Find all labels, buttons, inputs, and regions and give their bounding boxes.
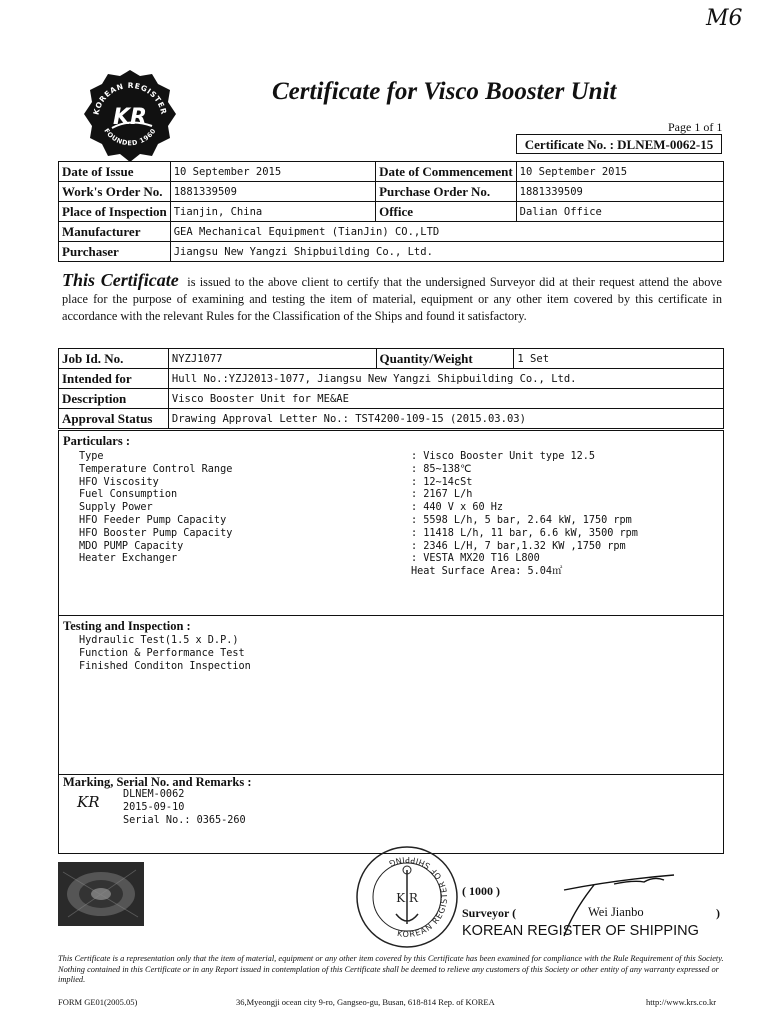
surveyor-name: Wei Jianbo (588, 905, 644, 919)
testing-item: Function & Performance Test (79, 647, 245, 659)
office: Dalian Office (516, 202, 723, 222)
particular-key: Fuel Consumption (79, 489, 178, 501)
testing-items (79, 635, 251, 673)
header-table (58, 161, 724, 262)
certificate-title: Certificate for Visco Booster Unit (272, 78, 617, 105)
website-link[interactable]: http://www.krs.co.kr (646, 997, 717, 1007)
certification-statement (62, 272, 722, 325)
hologram-sticker (58, 862, 144, 926)
particular-key: MDO PUMP Capacity (79, 540, 184, 552)
date-of-issue: 10 September 2015 (170, 162, 375, 182)
marking-line: DLNEM-0062 (123, 789, 185, 800)
description-label: Description (59, 389, 169, 409)
marking-section (58, 774, 724, 854)
particular-value: : 85~138℃ (411, 463, 472, 475)
testing-section (58, 615, 724, 775)
description: Visco Booster Unit for ME&AE (168, 389, 723, 409)
particular-value: : 440 V x 60 Hz (411, 502, 504, 514)
legal-footnote: This Certificate is a representation only that the item of material, equipment or any other item covered by this Certificate has been examined for compliance with the Rule Requirement of this Society. Nothing contained in this Certificate or in any Report issued in contemplation of this Certificate shall be deemed to relieve any customers of this Society or other entity of any warranty expressed or implied. (58, 954, 724, 984)
particular-key: Type (79, 451, 104, 462)
particular-value: : 2346 L/H, 7 bar,1.32 KW ,1750 rpm (411, 540, 626, 552)
particular-value: : 2167 L/h (411, 489, 473, 501)
particular-value: : 11418 L/h, 11 bar, 6.6 kW, 3500 rpm (411, 527, 638, 539)
place-label: Place of Inspection (59, 202, 171, 222)
quantity-label: Quantity/Weight (376, 349, 514, 369)
manufacturer: GEA Mechanical Equipment (TianJin) CO.,LTD (170, 222, 723, 242)
marking-line: 2015-09-10 (123, 801, 185, 813)
corner-note: M6 (706, 6, 743, 31)
particular-value: Heat Surface Area: 5.04㎡ (411, 566, 563, 578)
job-id: NYZJ1077 (168, 349, 376, 369)
testing-item: Hydraulic Test(1.5 x D.P.) (79, 635, 239, 646)
works-order: 1881339509 (170, 182, 375, 202)
surveyor-number: ( 1000 ) (462, 884, 500, 898)
particular-value: : 12~14cSt (411, 476, 473, 488)
purchase-order-label: Purchase Order No. (376, 182, 517, 202)
date-of-commencement-label: Date of Commencement (376, 162, 517, 182)
marking-lines (123, 789, 246, 827)
marking-line: Serial No.: 0365-260 (123, 814, 246, 826)
particular-key: Heater Exchanger (79, 553, 178, 565)
intended-for: Hull No.:YZJ2013-1077, Jiangsu New Yangzi Shipbuilding Co., Ltd. (168, 369, 723, 389)
particular-key: Supply Power (79, 502, 153, 514)
particular-key: HFO Booster Pump Capacity (79, 527, 233, 539)
works-order-label: Work's Order No. (59, 182, 171, 202)
job-id-label: Job Id. No. (59, 349, 169, 369)
intended-label: Intended for (59, 369, 169, 389)
particular-key: HFO Viscosity (79, 476, 159, 488)
address: 36,Myeongji ocean city 9-ro, Gangseo-gu, Busan, 618-814 Rep. of KOREA (236, 997, 495, 1007)
particulars-keys (79, 451, 232, 579)
certificate-number: Certificate No. : DLNEM-0062-15 (516, 134, 722, 154)
testing-title: Testing and Inspection : (63, 619, 191, 633)
office-label: Office (376, 202, 517, 222)
surveyor-label: Surveyor ( (462, 906, 517, 920)
form-code: FORM GE01(2005.05) (58, 997, 138, 1007)
place: Tianjin, China (170, 202, 375, 222)
approval-label: Approval Status (59, 409, 169, 429)
particulars-section (58, 430, 724, 616)
date-of-commencement: 10 September 2015 (516, 162, 723, 182)
page-number: Page 1 of 1 (668, 120, 723, 134)
purchase-order: 1881339509 (516, 182, 723, 202)
logo-ring-bottom: FOUNDED 1960 (102, 126, 158, 148)
quantity: 1 Set (514, 349, 724, 369)
particular-key: Temperature Control Range (79, 463, 233, 475)
krs-seal (354, 844, 460, 950)
particular-value: : 5598 L/h, 5 bar, 2.64 kW, 1750 rpm (411, 514, 632, 526)
particulars-values (411, 451, 638, 579)
particular-key (79, 566, 232, 579)
logo-mark: KR (113, 105, 147, 130)
particular-value: : VESTA MX20 T16 L800 (411, 553, 540, 565)
date-of-issue-label: Date of Issue (59, 162, 171, 182)
seal-text: KOREAN REGISTER OF SHIPPING (386, 854, 450, 940)
manufacturer-label: Manufacturer (59, 222, 171, 242)
statement-text: is issued to the above client to certify that the undersigned Surveyor did at their request attend the above place for the purpose of examining and testing the item of material, equipment or any other item covered by this certificate in accordance with the relevant Rules for the Classification of the Ships and found it satisfactory. (62, 275, 722, 323)
purchaser: Jiangsu New Yangzi Shipbuilding Co., Ltd. (170, 242, 723, 262)
kr-stamp-mark: KR (77, 793, 100, 811)
purchaser-label: Purchaser (59, 242, 171, 262)
org-name: KOREAN REGISTER OF SHIPPING (462, 923, 699, 939)
surveyor-close: ) (716, 906, 720, 920)
particular-value: : Visco Booster Unit type 12.5 (411, 451, 596, 462)
statement-lead: This Certificate (62, 270, 179, 290)
testing-item: Finished Conditon Inspection (79, 660, 251, 672)
seal-center: K R (396, 891, 418, 905)
particulars-title: Particulars : (63, 434, 130, 448)
logo-ring-top: KOREAN REGISTER (91, 80, 169, 116)
approval-status: Drawing Approval Letter No.: TST4200-109-15 (2015.03.03) (168, 409, 723, 429)
particular-key: HFO Feeder Pump Capacity (79, 514, 227, 526)
marking-title: Marking, Serial No. and Remarks : (63, 775, 252, 789)
kr-logo (82, 68, 178, 164)
job-table (58, 348, 724, 429)
